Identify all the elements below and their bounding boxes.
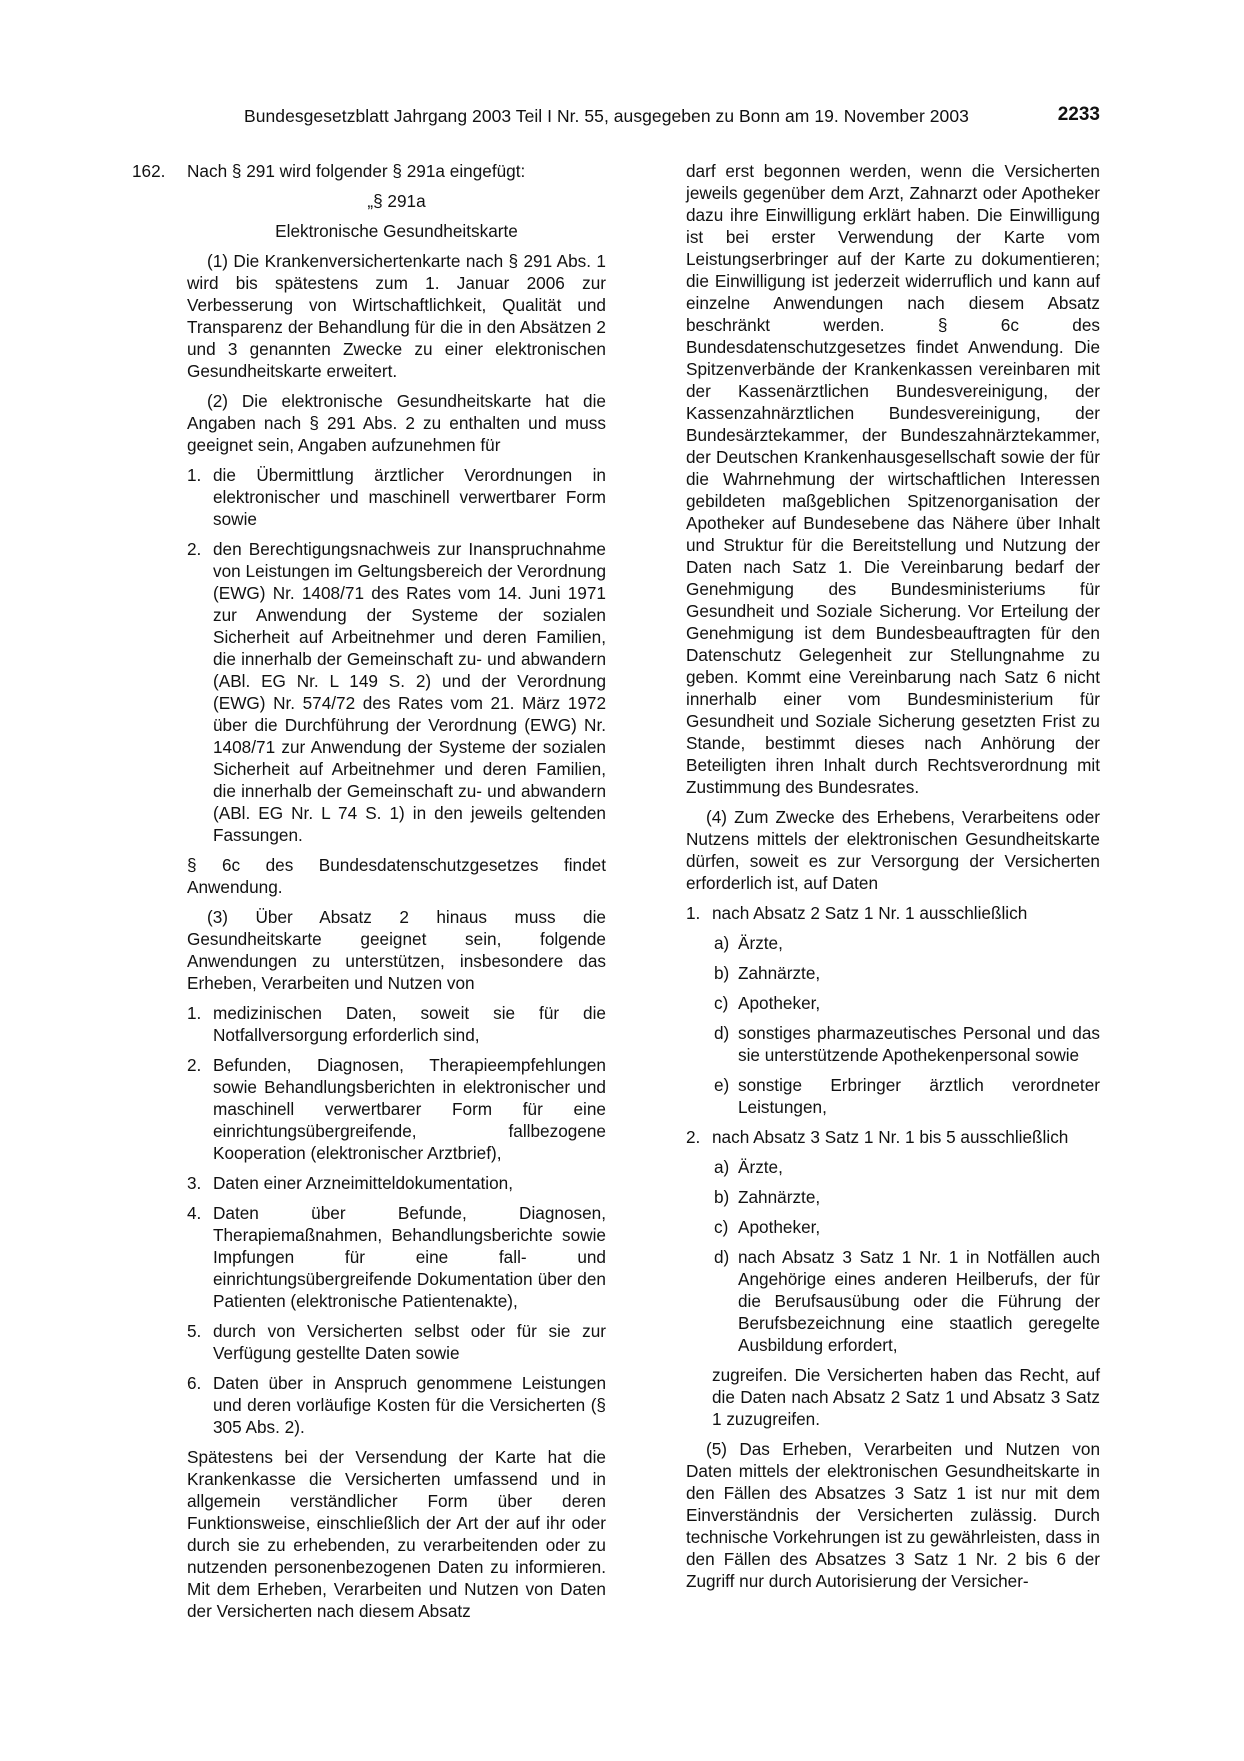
item-number: 162. — [132, 161, 166, 181]
gazette-title: Bundesgesetzblatt Jahrgang 2003 Teil I Nr. 55, ausgegeben zu Bonn am 19. November 2003 — [244, 106, 969, 126]
sub-list-item: c) Apotheker, — [714, 1217, 821, 1237]
section-label: „§ 291a — [367, 191, 426, 211]
list-item: 1. medizinischen Daten, soweit sie für die Notfallversorgung erforderlich sind, — [187, 1003, 606, 1045]
sub-list-item: b) Zahnärzte, — [714, 1187, 821, 1207]
sub-list-item: a) Ärzte, — [714, 933, 783, 953]
sub-list — [686, 1156, 1100, 1356]
page-header — [244, 104, 1100, 134]
page-number: 2233 — [1057, 104, 1100, 125]
sub-list-item: d) nach Absatz 3 Satz 1 Nr. 1 in Notfällen auch Angehörige eines anderen Heilberufs, der für die Berufsausübung oder die Führung der Berufsbezeichnung eine staatlich geregelte Ausbildung erfordert, — [714, 1247, 1100, 1355]
paragraph-1: (1) Die Krankenversichertenkarte nach § 291 Abs. 1 wird bis spätestens zum 1. Januar 2006 zur Verbesserung von Wirtschaftlichkeit, Qualität und Transparenz der Behandlung für die in den Absätzen 2 und 3 genannten Zwecke zu einer elektronischen Gesundheitskarte erweitert. — [187, 251, 606, 381]
paragraph-4-list — [686, 902, 1100, 1356]
list-item: 2. nach Absatz 3 Satz 1 Nr. 1 bis 5 ausschließlich a) Ärzte, b) Zahnärzte, c) Apotheker, d) nach Absatz 3 Satz 1 Nr. 1 in Notfällen auch Angehörige eines anderen Heilberufs, der für die Berufsausübung oder die Führung der Berufsbezeichnung eine staatlich geregelte Ausbildung erfordert, — [686, 1127, 1100, 1355]
paragraph-3-continued: Spätestens bei der Versendung der Karte hat die Krankenkasse die Versicherten umfassend und in allgemein verständlicher Form über deren Funktionsweise, einschließlich der Art der auf ihr oder durch sie zu erhebenden, zu verarbeitenden oder zu nutzenden personenbezogenen Daten zu informieren. Mit dem Erheben, Verarbeiten und Nutzen von Daten der Versicherten nach diesem Absatz — [187, 1447, 606, 1621]
paragraph-4: (4) Zum Zwecke des Erhebens, Verarbeitens oder Nutzens mittels der elektronischen Gesundheitskarte dürfen, soweit es zur Versorgung der Versicherten erforderlich ist, auf Daten — [686, 807, 1100, 893]
paragraph-4-continued: zugreifen. Die Versicherten haben das Recht, auf die Daten nach Absatz 2 Satz 1 und Absatz 3 Satz 1 zuzugreifen. — [712, 1365, 1100, 1429]
paragraph-2-list — [187, 464, 606, 846]
paragraph-3: (3) Über Absatz 2 hinaus muss die Gesundheitskarte geeignet sein, folgende Anwendungen zu unterstützen, insbesondere das Erheben, Verarbeiten und Nutzen von — [187, 907, 606, 993]
sub-list — [686, 932, 1100, 1118]
list-item: 3. Daten einer Arzneimitteldokumentation, — [187, 1173, 513, 1193]
sub-list-item: d) sonstiges pharmazeutisches Personal und das sie unterstützende Apothekenpersonal sowie — [714, 1023, 1100, 1065]
list-item: 1. nach Absatz 2 Satz 1 Nr. 1 ausschließlich a) Ärzte, b) Zahnärzte, c) Apotheker, d) sonstiges pharmazeutisches Personal und das sie unterstützende Apothekenpersonal sowie e) sonstige Erbringer ärztlich verordneter Leistungen, — [686, 903, 1100, 1117]
paragraph-3-list — [187, 1002, 606, 1438]
list-item: 2. den Berechtigungsnachweis zur Inanspruchnahme von Leistungen im Geltungsbereich der Verordnung (EWG) Nr. 1408/71 des Rates vom 14. Juni 1971 zur Anwendung der Systeme der sozialen Sicherheit auf Arbeitnehmer und deren Familien, die innerhalb der Gemeinschaft zu- und abwandern (ABl. EG Nr. L 149 S. 2) und der Verordnung (EWG) Nr. 574/72 des Rates vom 21. März 1972 über die Durchführung der Verordnung (EWG) Nr. 1408/71 zur Anwendung der Systeme der sozialen Sicherheit auf Arbeitnehmer und deren Familien, die innerhalb der Gemeinschaft zu- und abwandern (ABl. EG Nr. L 74 S. 1) in den jeweils geltenden Fassungen. — [187, 539, 606, 845]
paragraph-2: (2) Die elektronische Gesundheitskarte hat die Angaben nach § 291 Abs. 2 zu enthalten und muss geeignet sein, Angaben aufzunehmen für — [187, 391, 606, 455]
paragraph-2-note: § 6c des Bundesdatenschutzgesetzes findet Anwendung. — [187, 855, 606, 897]
amendment-intro: Nach § 291 wird folgender § 291a eingefügt: — [187, 161, 526, 181]
list-item: 1. die Übermittlung ärztlicher Verordnungen in elektronischer und maschinell verwertbarer Form sowie — [187, 465, 606, 529]
sub-list-item: e) sonstige Erbringer ärztlich verordneter Leistungen, — [714, 1075, 1100, 1117]
paragraph-3-continuation: darf erst begonnen werden, wenn die Versicherten jeweils gegenüber dem Arzt, Zahnarzt oder Apotheker dazu ihre Einwilligung erklärt haben. Die Einwilligung ist bei erster Verwendung der Karte vom Leistungserbringer auf der Karte zu dokumentieren; die Einwilligung ist jederzeit widerruflich und kann auf einzelne Anwendungen nach diesem Absatz beschränkt werden. § 6c des Bundesdatenschutzgesetzes findet Anwendung. Die Spitzenverbände der Krankenkassen vereinbaren mit der Kassenärztlichen Bundesvereinigung, der Kassenzahnärztlichen Bundesvereinigung, der Bundesärztekammer, der Bundeszahnärztekammer, der Deutschen Krankenhausgesellschaft sowie der für die Wahrnehmung der wirtschaftlichen Interessen gebildeten maßgeblichen Spitzenorganisation der Apotheker auf Bundesebene das Nähere über Inhalt und Struktur für die Bereitstellung und Nutzung der Daten nach Satz 1. Die Vereinbarung bedarf der Genehmigung des Bundesministeriums für Gesundheit und Soziale Sicherung. Vor Erteilung der Genehmigung ist dem Bundesbeauftragten für den Datenschutz Gelegenheit zur Stellungnahme zu geben. Kommt eine Vereinbarung nach Satz 6 nicht innerhalb einer vom Bundesministerium für Gesundheit und Soziale Sicherung gesetzten Frist zu Stande, bestimmt dieses nach Anhörung der Beteiligten ihren Inhalt durch Rechtsverordnung mit Zustimmung des Bundesrates. — [686, 161, 1100, 797]
paragraph-5: (5) Das Erheben, Verarbeiten und Nutzen von Daten mittels der elektronischen Gesundheitskarte in den Fällen des Absatzes 3 Satz 1 ist nur mit dem Einverständnis der Versicherten zulässig. Durch technische Vorkehrungen ist zu gewährleisten, dass in den Fällen des Absatzes 3 Satz 1 Nr. 2 bis 6 der Zugriff nur durch Autorisierung der Versicher- — [686, 1439, 1100, 1591]
section-title: Elektronische Gesundheitskarte — [275, 221, 518, 241]
list-item: 4. Daten über Befunde, Diagnosen, Therapiemaßnahmen, Behandlungsberichte sowie Impfungen für eine fall- und einrichtungsübergreifende Dokumentation über den Patienten (elektronische Patientenakte), — [187, 1203, 606, 1311]
list-item: 5. durch von Versicherten selbst oder für sie zur Verfügung gestellte Daten sowie — [187, 1321, 606, 1363]
amendment-item — [132, 160, 606, 1622]
list-item: 2. Befunden, Diagnosen, Therapieempfehlungen sowie Behandlungsberichten in elektronischer und maschinell verwertbarer Form für eine einrichtungsübergreifende, fallbezogene Kooperation (elektronischer Arztbrief), — [187, 1055, 606, 1163]
sub-list-item: a) Ärzte, — [714, 1157, 783, 1177]
sub-list-item: b) Zahnärzte, — [714, 963, 821, 983]
left-column — [132, 160, 606, 1622]
right-column — [686, 160, 1100, 1592]
list-item: 6. Daten über in Anspruch genommene Leistungen und deren vorläufige Kosten für die Versicherten (§ 305 Abs. 2). — [187, 1373, 606, 1437]
sub-list-item: c) Apotheker, — [714, 993, 821, 1013]
